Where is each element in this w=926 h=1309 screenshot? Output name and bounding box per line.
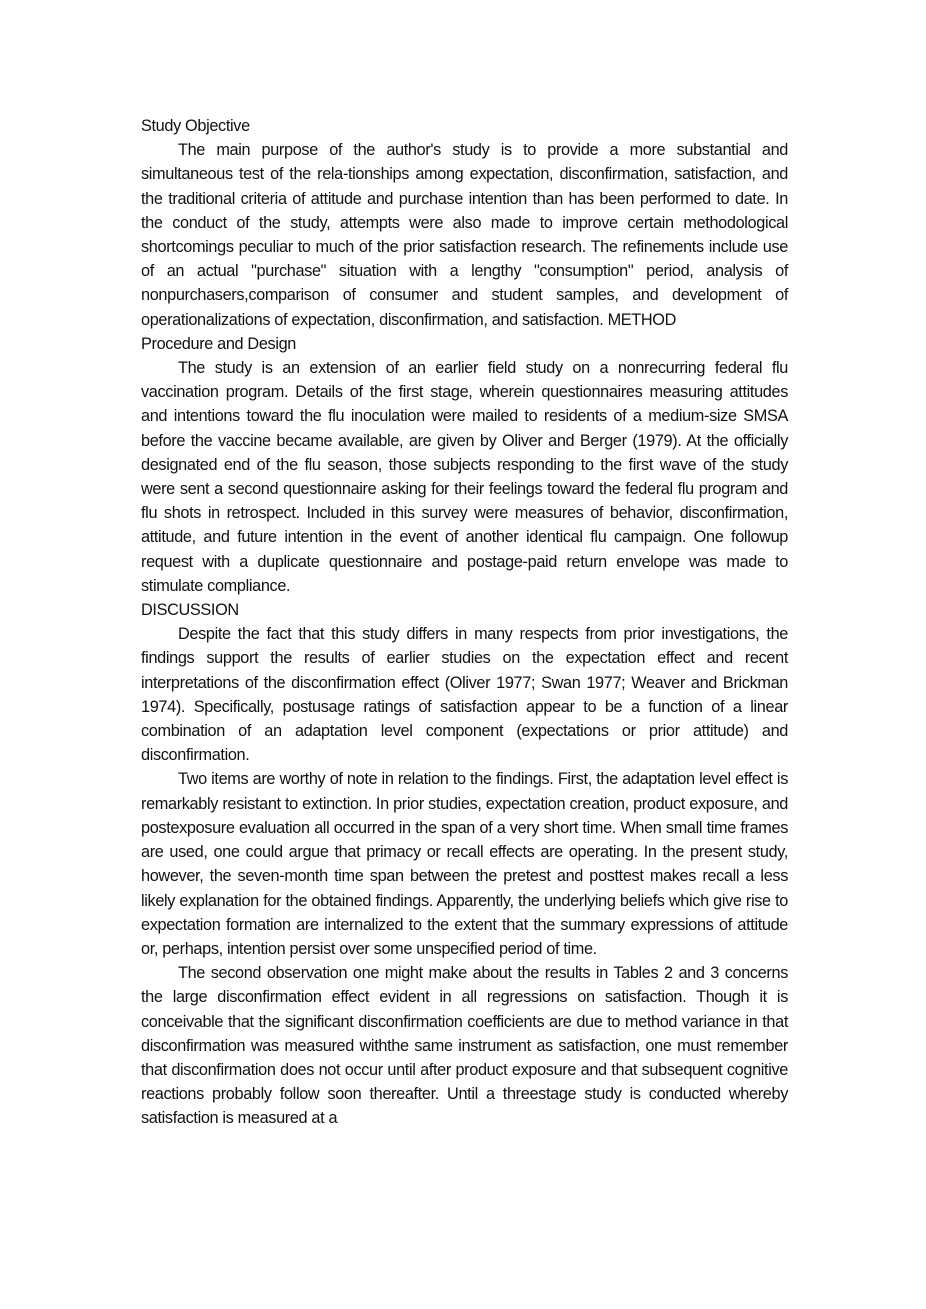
paragraph-study-objective: The main purpose of the author's study is to provide a more substantial and simultaneous test of the rela-tionships among expectation, disconfirmation, satisfaction, and the traditional criteria of attitude and purchase intention than has been performed to date. In the conduct of the study, attempts were also made to improve certain methodological shortcomings peculiar to much of the prior satisfaction research. The refinements include use of an actual "purchase" situation with a lengthy "consumption" period, analysis of nonpurchasers,comparison of consumer and student samples, and development of operationalizations of expectation, disconfirmation, and satisfaction. METHOD [141,141,788,329]
section-heading-study-objective: Study Objective [141,117,250,135]
section-heading-discussion: DISCUSSION [141,601,239,620]
section-heading-procedure-and-design: Procedure and Design [141,334,297,353]
paragraph-discussion-3: The second observation one might make about the results in Tables 2 and 3 concerns the large disconfirmation effect evident in all regressions on satisfaction. Though it is conceivable that the significant disconfirmation coefficients are due to method variance in that disconfirmation was measured withthe same instrument as satisfaction, one must remember that disconfirmation does not occur until after product exposure and that subsequent cognitive reactions probably follow soon thereafter. Until a threestage study is conducted whereby satisfaction is measured at a [141,964,788,1128]
paragraph-discussion-2: Two items are worthy of note in relation to the findings. First, the adaptation level effect is remarkably resistant to extinction. In prior studies, expectation creation, product exposure, and postexposure evaluation all occurred in the span of a very short time. When small time frames are used, one could argue that primacy or recall effects are operating. In the present study, however, the seven-month time span between the pretest and posttest makes recall a less likely explanation for the obtained findings. Apparently, the underlying beliefs which give rise to expectation formation are internalized to the extent that the summary expressions of attitude or, perhaps, intention persist over some unspecified period of time. [141,770,788,958]
paragraph-procedure-and-design: The study is an extension of an earlier field study on a nonrecurring federal flu vaccination program. Details of the first stage, wherein questionnaires measuring attitudes and intentions toward the flu inoculation were mailed to residents of a medium-size SMSA before the vaccine became available, are given by Oliver and Berger (1979). At the officially designated end of the flu season, those subjects responding to the first wave of the study were sent a second questionnaire asking for their feelings toward the federal flu program and flu shots in retrospect. Included in this survey were measures of behavior, disconfirmation, attitude, and future intention in the event of another identical flu campaign. One followup request with a duplicate questionnaire and postage-paid return envelope was made to stimulate compliance. [141,359,788,595]
paragraph-discussion-1: Despite the fact that this study differs in many respects from prior investigations, the findings support the results of earlier studies on the expectation effect and recent interpretations of the disconfirmation effect (Oliver 1977; Swan 1977; Weaver and Brickman 1974). Specifically, postusage ratings of satisfaction appear to be a function of a linear combination of an adaptation level component (expectations or prior attitude) and disconfirmation. [141,625,788,765]
document-page [141,114,788,1131]
